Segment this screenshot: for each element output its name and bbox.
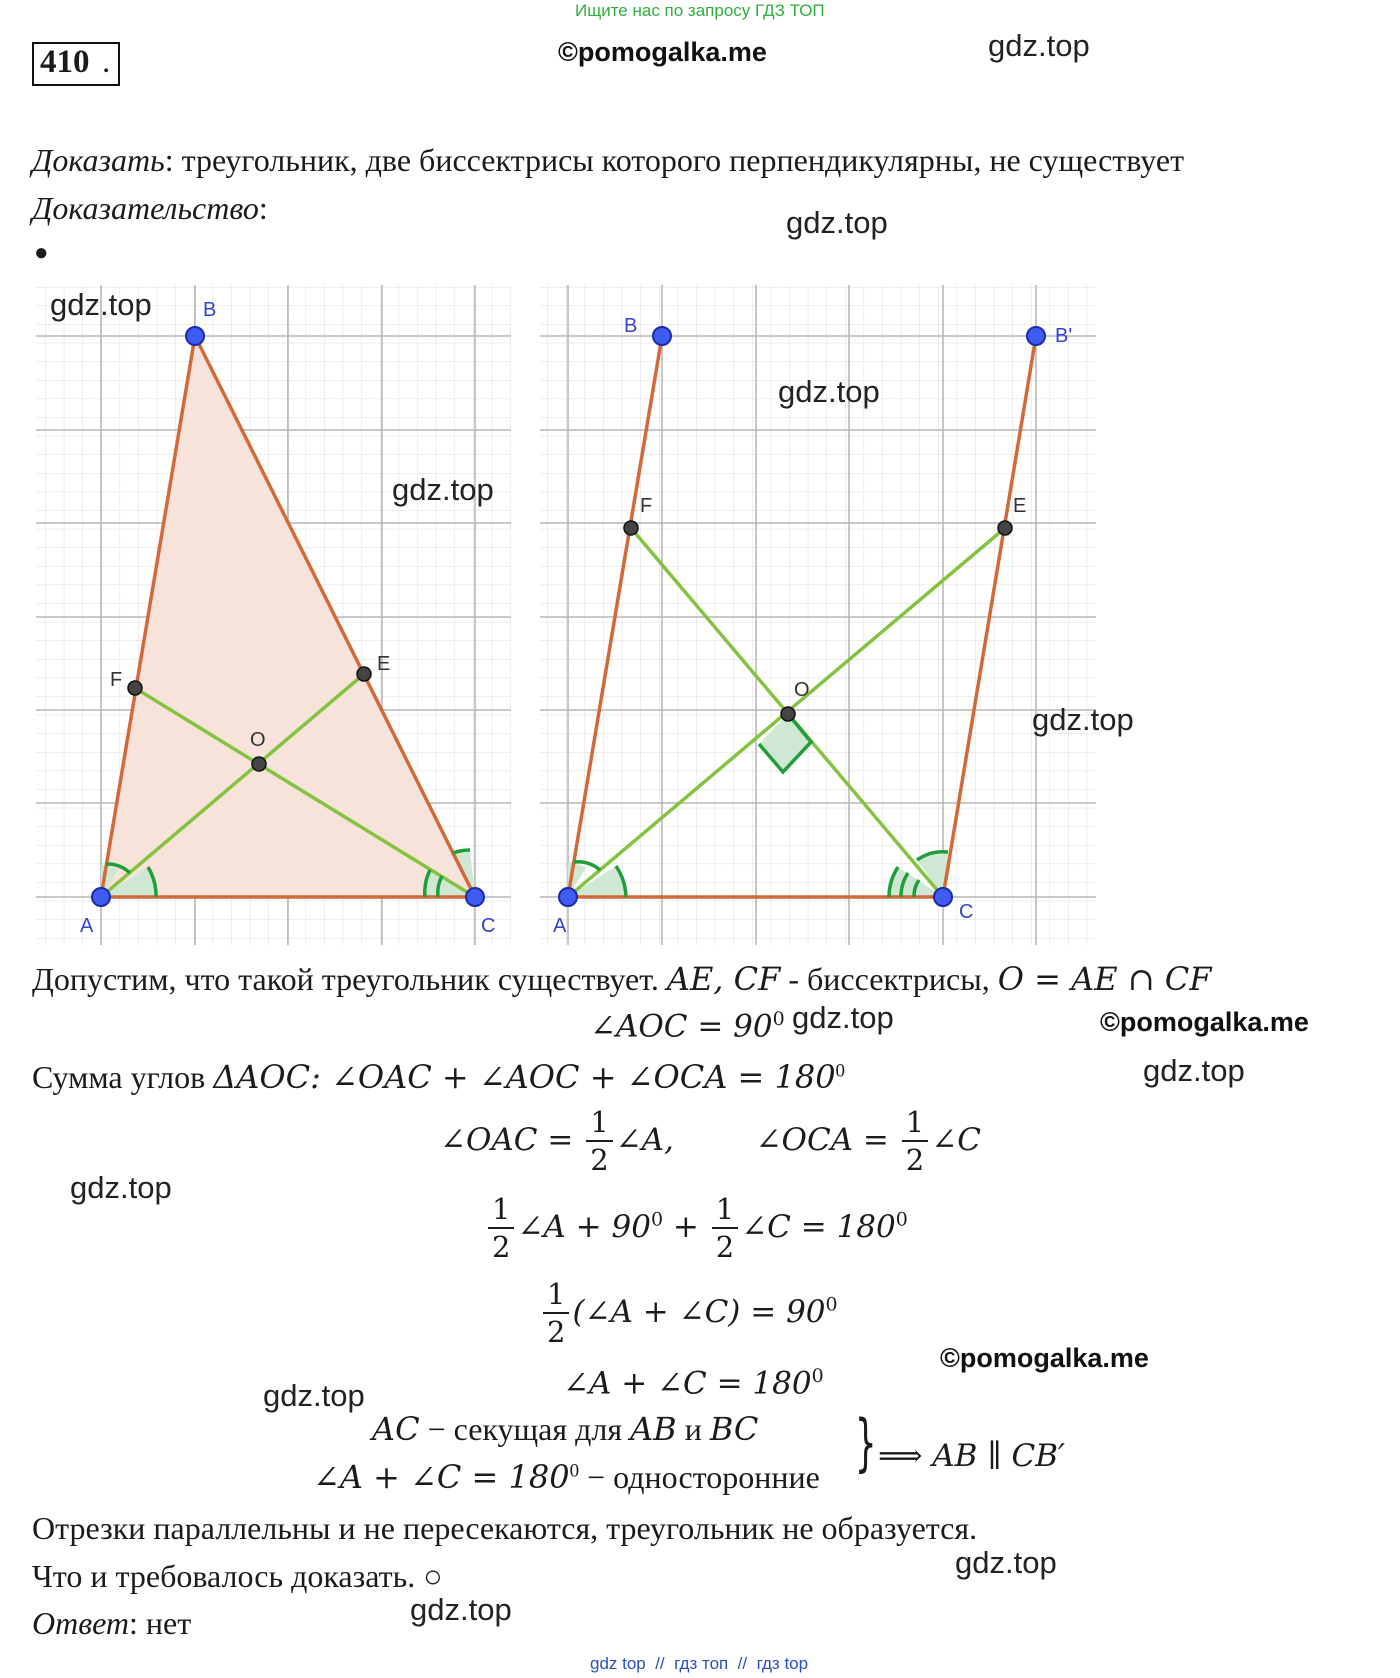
watermark-9: gdz.top — [70, 1170, 172, 1205]
label-right-A: A — [553, 915, 567, 937]
prove-label: Доказать — [32, 142, 165, 178]
watermark-8: gdz.top — [1143, 1053, 1245, 1088]
half-angles-eq: ∠OAC = $\frac{1}{2}$ ∠A, ∠OCA = $\frac{1}{2}$ ∠C — [440, 1105, 981, 1177]
label-left-A: A — [80, 915, 94, 937]
copyright-top: ©pomogalka.me — [558, 37, 767, 67]
watermark-2: gdz.top — [786, 205, 888, 240]
answer-label: Ответ — [32, 1605, 129, 1641]
sum-line: Сумма углов ΔAOC: ∠OAC + ∠AOC + ∠OCA = $180^0$ — [32, 1058, 846, 1096]
watermark-5: gdz.top — [392, 472, 494, 507]
secant-line: AC − секущая для AB и BC — [372, 1410, 759, 1448]
bullet: ● — [34, 240, 49, 266]
half-sum-eq: $\frac{1}{2}$ (∠A + ∠C) = $90^0$ — [540, 1280, 838, 1347]
problem-number: 410 — [40, 44, 90, 80]
system-brace: } — [854, 1406, 877, 1479]
watermark-11: gdz.top — [955, 1545, 1057, 1580]
answer-text: : нет — [129, 1605, 192, 1641]
problem-number-dot: . — [102, 44, 111, 80]
watermark-7: gdz.top — [792, 1000, 894, 1035]
label-right-C: C — [959, 901, 974, 923]
parallel-conclusion: ⟹ AB ∥ CB′ — [878, 1438, 1066, 1474]
assume-text: Допустим, что такой треугольник существует. — [32, 961, 667, 997]
angle-aoc-eq: ∠AOC = $90^0$ — [590, 1008, 785, 1045]
label-left-C: C — [481, 915, 496, 937]
conclusion-2: Что и требовалось доказать. ○ — [32, 1558, 443, 1594]
fraction-half: $\frac{1}{2}$ — [543, 1280, 569, 1347]
copyright-bottom: ©pomogalka.me — [940, 1343, 1149, 1373]
proof-colon: : — [258, 190, 268, 226]
prove-text: : треугольник, две биссектрисы которого перпендикулярны, не существует — [164, 142, 1185, 178]
copyright-mid: ©pomogalka.me — [1100, 1007, 1309, 1037]
label-right-O: O — [794, 679, 810, 701]
fraction-half: $\frac{1}{2}$ — [488, 1195, 514, 1262]
watermark-3: gdz.top — [50, 287, 152, 322]
label-right-B: B — [624, 315, 638, 337]
sum-math: ΔAOC: ∠OAC + ∠AOC + ∠OCA = 180 — [213, 1058, 836, 1096]
answer-line — [32, 1605, 191, 1642]
label-right-F: F — [640, 495, 653, 517]
assume-math: AE, CF — [666, 960, 781, 998]
fraction-half: $\frac{1}{2}$ — [902, 1108, 928, 1175]
angle-sum-eq: ∠A + ∠C = $180^0$ — [563, 1365, 824, 1402]
watermark-12: gdz.top — [410, 1592, 512, 1627]
sum-text: Сумма углов — [32, 1059, 214, 1095]
watermark-1: gdz.top — [988, 28, 1090, 63]
one-sided-line: ∠A + ∠C = $180^0$ − односторонние — [313, 1458, 820, 1496]
label-left-B: B — [203, 299, 217, 321]
footer-links[interactable]: gdz top // гдз топ // гдз top — [590, 1654, 809, 1673]
watermark-6: gdz.top — [1032, 702, 1134, 737]
watermark-10: gdz.top — [263, 1378, 365, 1413]
assume-text-2: - биссектрисы, — [780, 961, 998, 997]
label-left-F: F — [110, 669, 123, 691]
label-left-E: E — [377, 653, 391, 675]
fraction-half: $\frac{1}{2}$ — [586, 1108, 612, 1175]
search-hint: Ищите нас по запросу ГДЗ ТОП — [575, 1, 825, 20]
sum-substituted-eq: $\frac{1}{2}$ ∠A + $90^0$ + $\frac{1}{2}$ ∠C = $180^0$ — [485, 1195, 908, 1262]
assume-line — [32, 960, 1211, 998]
assume-math-2: O = AE ∩ CF — [997, 960, 1212, 998]
watermark-4: gdz.top — [778, 374, 880, 409]
fraction-half: $\frac{1}{2}$ — [712, 1195, 738, 1262]
label-left-O: O — [250, 729, 266, 751]
label-right-B-prime: B' — [1055, 325, 1073, 347]
label-right-E: E — [1013, 495, 1027, 517]
conclusion-1: Отрезки параллельны и не пересекаются, треугольник не образуется. — [32, 1510, 978, 1546]
proof-label: Доказательство — [32, 190, 259, 226]
